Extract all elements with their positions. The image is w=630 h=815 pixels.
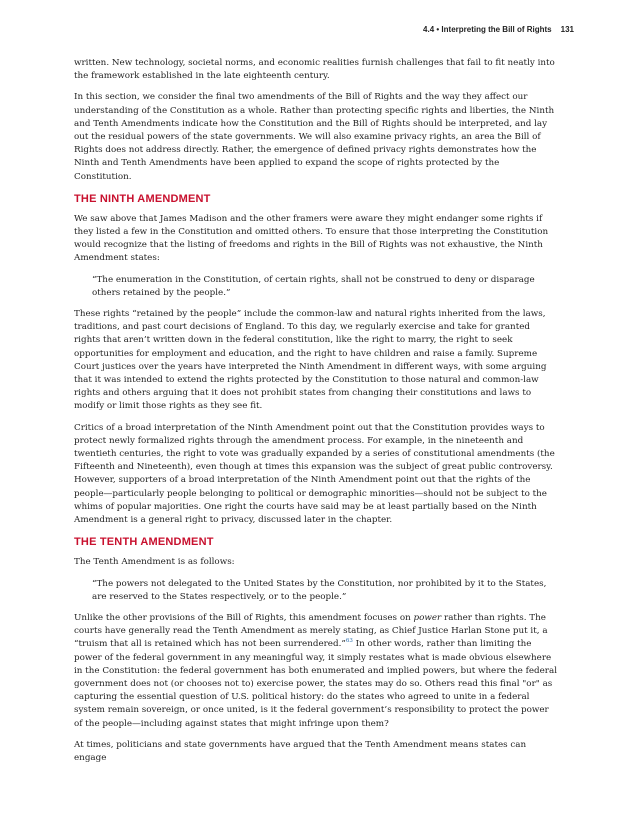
running-head-section: 4.4 • Interpreting the Bill of Rights — [423, 25, 552, 34]
emphasis-power: power — [413, 612, 442, 623]
heading-ninth-amendment: THE NINTH AMENDMENT — [74, 192, 211, 205]
quote-tenth-amendment: “The powers not delegated to the United States by the Constitution, nor prohibited by it to the States, are reserved to the States respectively, or to the people.” — [92, 578, 547, 602]
page-number: 131 — [560, 25, 574, 34]
quote-ninth-amendment: “The enumeration in the Constitution, of certain rights, shall not be construed to deny or disparage others retained by the people.” — [92, 274, 535, 298]
paragraph-7: Unlike the other provisions of the Bill of Rights, this amendment focuses on power rather than rights. The courts have generally read the Tenth Amendment as merely stating, as Chief Justice Harlan Stone put it, a “truism that all is retained which has not been surrendered.”$^{63}$ In other words, rather than limiting the power of the federal government in any meaningful way, it simply restates what is made obvious elsewhere in the Constitution: the federal government has both enumerated and implied powers, but where the federal government does not (or chooses not to) exercise power, the states may do so. Others read this final "or" as capturing the essential question of U.S. political history: do the states who agreed to unite in a federal system remain sovereign, or once united, is it the federal government’s responsibility to protect the power of the people—including against states that might infringe upon them? — [74, 612, 558, 729]
footnote-ref-63[interactable]: 63 — [345, 638, 353, 645]
paragraph-5: Critics of a broad interpretation of the Ninth Amendment point out that the Constitution provides ways to protect newly formalized rights through the amendment process. For example, in the nineteenth and twentieth centuries, the right to vote was gradually expanded by a series of constitutional amendments (the Fifteenth and Nineteenth), even though at times this expansion was the subject of great public controversy. However, supporters of a broad interpretation of the Ninth Amendment point out that the rights of the people—particularly people belonging to political or demographic minorities—should not be subject to the whims of popular majorities. One right the courts have said may be at least partially based on the Ninth Amendment is a general right to privacy, discussed later in the chapter. — [74, 422, 555, 526]
paragraph-4: These rights “retained by the people” include the common-law and natural rights inherited from the laws, traditions, and past court decisions of England. To this day, we regularly exercise and take for granted rights that aren’t written down in the federal constitution, like the right to marry, the right to seek opportunities for employment and education, and the right to have children and raise a family. Supreme Court justices over the years have interpreted the Ninth Amendment in different ways, with some arguing that it was intended to extend the rights protected by the Constitution to those natural and common-law rights and others arguing that it does not prohibit states from changing their constitutions and laws to modify or limit those rights as they see fit. — [74, 309, 547, 412]
paragraph-8: At times, politicians and state governments have argued that the Tenth Amendment means states can engage — [74, 739, 527, 763]
paragraph-3: We saw above that James Madison and the other framers were aware they might endanger some rights if they listed a few in the Constitution and omitted others. To ensure that those interpreting the Constitution would recognize that the listing of freedoms and rights in the Bill of Rights was not exhaustive, the Ninth Amendment states: — [74, 213, 549, 264]
running-head — [423, 25, 574, 34]
paragraph-6: The Tenth Amendment is as follows: — [74, 557, 235, 568]
paragraph-2: In this section, we consider the final two amendments of the Bill of Rights and the way they affect our understanding of the Constitution as a whole. Rather than protecting specific rights and liberties, the Ninth and Tenth Amendments indicate how the Constitution and the Bill of Rights should be interpreted, and lay out the residual powers of the state governments. We will also examine privacy rights, an area the Bill of Rights does not address directly. Rather, the emergence of defined privacy rights demonstrates how the Ninth and Tenth Amendments have been applied to expand the scope of rights protected by the Constitution. — [74, 92, 555, 182]
body-text — [74, 57, 558, 773]
paragraph-1: written. New technology, societal norms, and economic realities furnish challenges that fail to fit neatly into the framework established in the late eighteenth century. — [74, 58, 555, 82]
heading-tenth-amendment: THE TENTH AMENDMENT — [74, 536, 214, 549]
